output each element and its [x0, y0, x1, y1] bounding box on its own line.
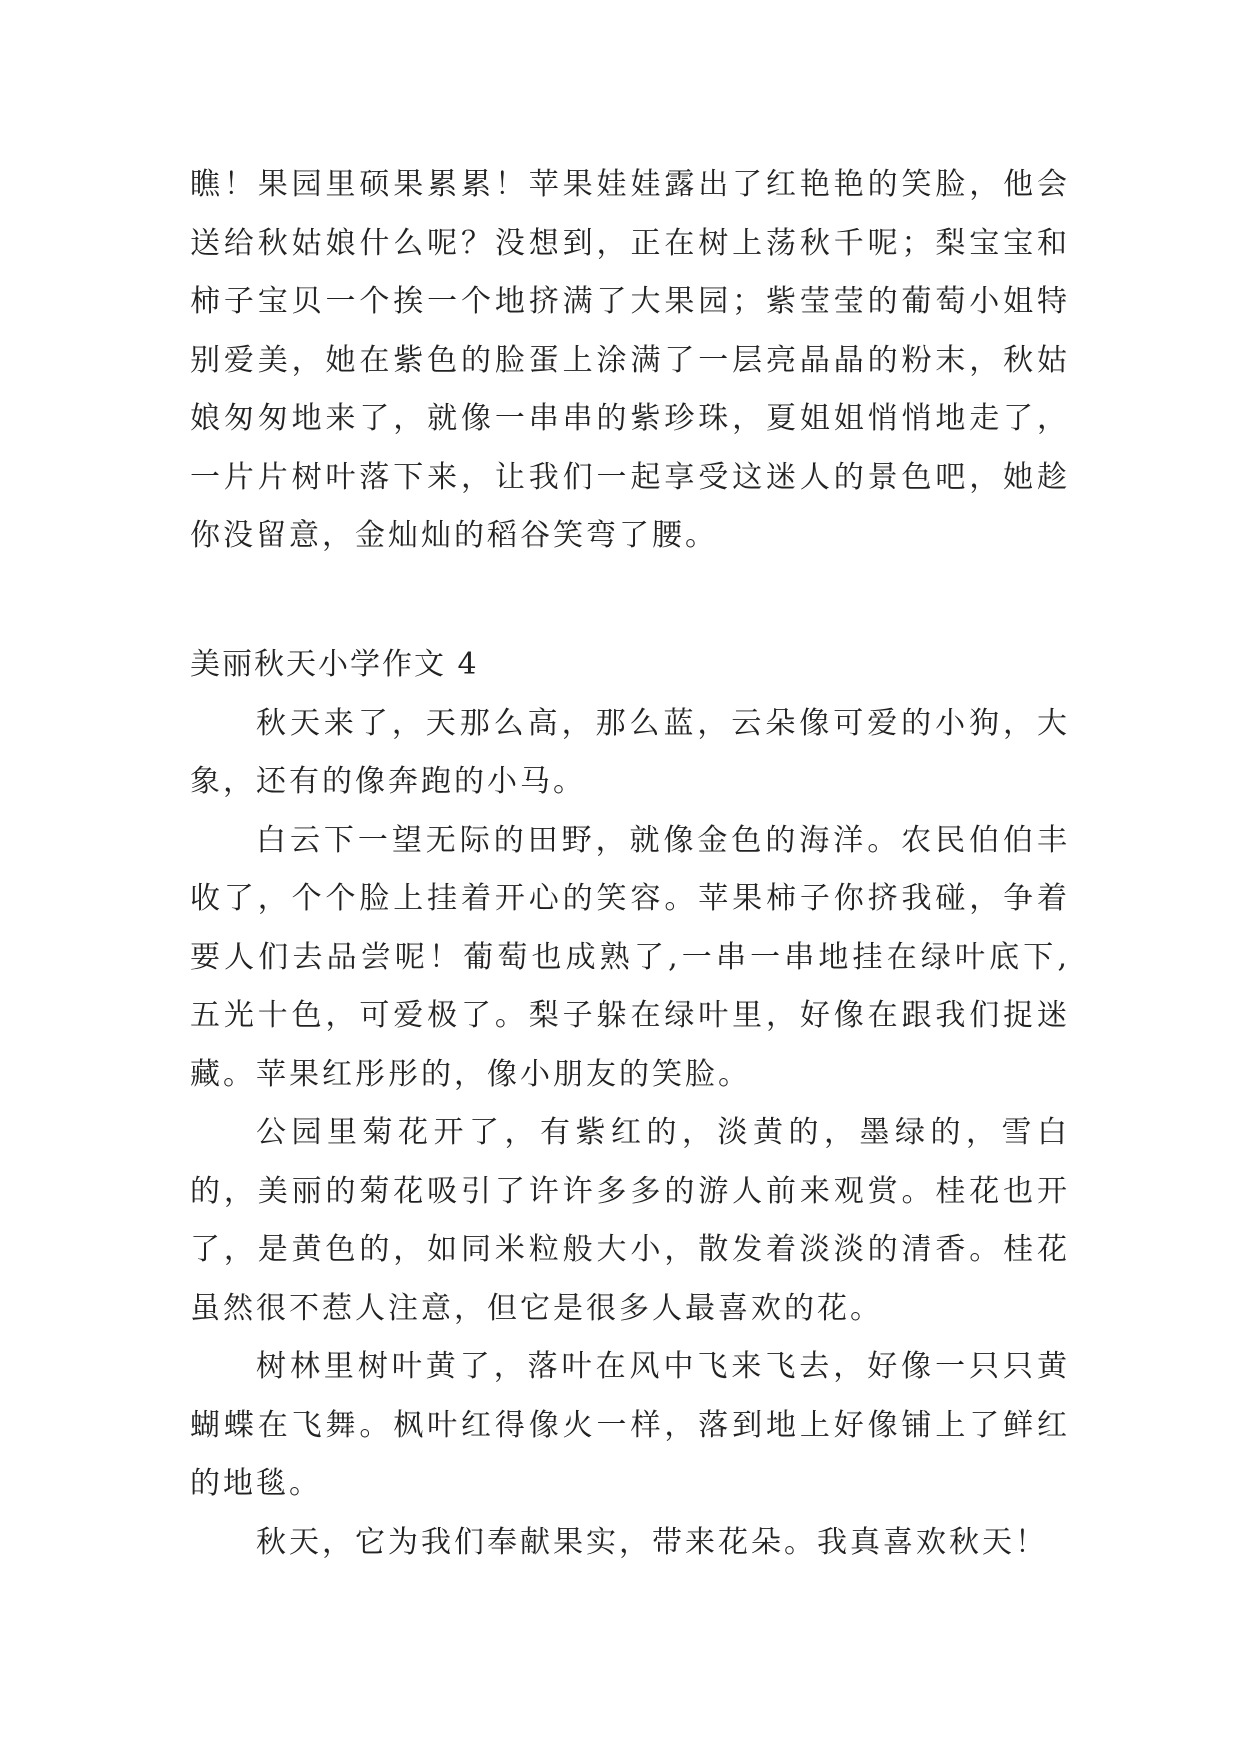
- paragraph-4: 树林里树叶黄了，落叶在风中飞来飞去，好像一只只黄蝴蝶在飞舞。枫叶红得像火一样，落到地上好像铺上了鲜红的地毯。: [190, 1349, 1070, 1501]
- paragraph-1: 秋天来了，天那么高，那么蓝，云朵像可爱的小狗，大象，还有的像奔跑的小马。: [190, 705, 1070, 799]
- continued-paragraph: 瞧！果园里硕果累累！苹果娃娃露出了红艳艳的笑脸，他会送给秋姑娘什么呢？没想到，正在树上荡秋千呢；梨宝宝和柿子宝贝一个挨一个地挤满了大果园；紫莹莹的葡萄小姐特别爱美，她在紫色的脸蛋上涂满了一层亮晶晶的粉末，秋姑娘匆匆地来了，就像一串串的紫珍珠，夏姐姐悄悄地走了，一片片树叶落下来，让我们一起享受这迷人的景色吧，她趁你没留意，金灿灿的稻谷笑弯了腰。: [190, 167, 1070, 553]
- section-spacer: [190, 566, 1070, 636]
- document-body: [190, 156, 1070, 1572]
- section-title: 美丽秋天小学作文 4: [190, 647, 479, 682]
- paragraph-5: 秋天，它为我们奉献果实，带来花朵。我真喜欢秋天！: [256, 1524, 1048, 1560]
- paragraph-2: 白云下一望无际的田野，就像金色的海洋。农民伯伯丰收了，个个脸上挂着开心的笑容。苹果柿子你挤我碰，争着要人们去品尝呢！葡萄也成熟了,一串一串地挂在绿叶底下,五光十色，可爱极了。梨子躲在绿叶里，好像在跟我们捉迷藏。苹果红彤彤的，像小朋友的笑脸。: [190, 822, 1070, 1092]
- paragraph-3: 公园里菊花开了，有紫红的，淡黄的，墨绿的，雪白的，美丽的菊花吸引了许许多多的游人前来观赏。桂花也开了，是黄色的，如同米粒般大小，散发着淡淡的清香。桂花虽然很不惹人注意，但它是很多人最喜欢的花。: [190, 1115, 1070, 1326]
